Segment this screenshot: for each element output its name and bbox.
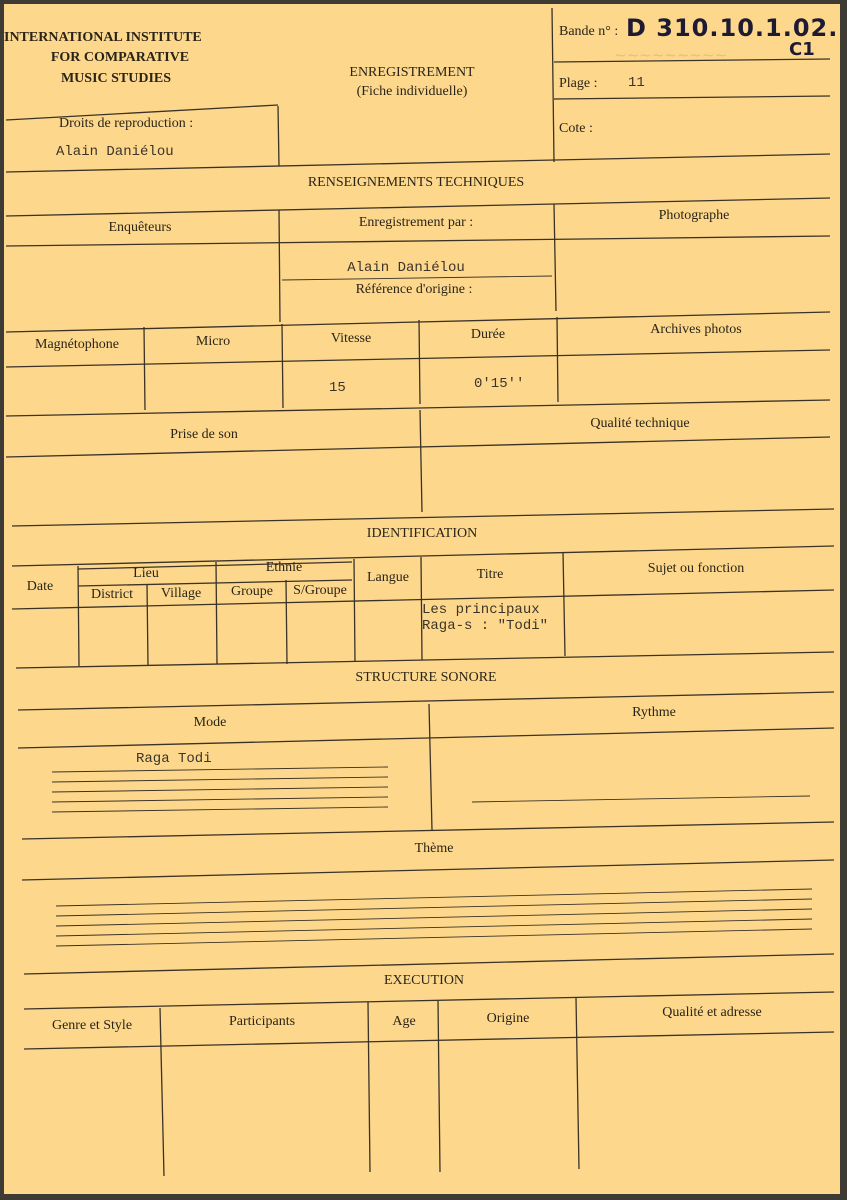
titre-label: Titre [476,567,504,582]
section-execution: EXECUTION [383,973,465,988]
district-label: District [91,587,133,602]
sujet-label: Sujet ou fonction [647,561,745,576]
duree-label: Durée [470,327,506,342]
droits-value: Alain Daniélou [56,144,174,160]
form-subtitle: (Fiche individuelle) [356,84,468,99]
date-label: Date [26,579,54,594]
age-label: Age [392,1014,416,1029]
enqueteurs-label: Enquêteurs [108,220,172,235]
langue-label: Langue [367,570,409,585]
enregistrement-par-label: Enregistrement par : [358,215,474,230]
qualite-technique-label: Qualité technique [590,416,690,431]
groupe-label: Groupe [231,584,273,599]
plage-value: 11 [628,75,645,91]
section-identification: IDENTIFICATION [366,526,478,541]
institute-line-1: INTERNATIONAL INSTITUTE [4,30,202,45]
photographe-label: Photographe [658,208,730,223]
institute-line-2: FOR COMPARATIVE [50,50,190,65]
mode-value: Raga Todi [136,751,212,767]
vitesse-label: Vitesse [330,331,372,346]
sgroupe-label: S/Groupe [293,583,347,598]
theme-label: Thème [414,841,454,856]
qualite-adresse-label: Qualité et adresse [662,1005,762,1020]
section-structure: STRUCTURE SONORE [355,670,497,685]
origine-label: Origine [486,1011,530,1026]
bande-pencil-note: ~~~~~~~~~ [614,46,728,64]
titre-value-line-1: Les principaux [422,602,540,618]
section-technique: RENSEIGNEMENTS TECHNIQUES [307,175,525,190]
archives-photos-label: Archives photos [650,322,742,337]
bande-suffix: C1 [789,39,815,60]
mode-label: Mode [193,715,227,730]
form-title: ENREGISTREMENT [349,65,475,80]
prise-de-son-label: Prise de son [170,427,238,442]
bande-label: Bande n° : [559,24,619,39]
titre-value-line-2: Raga-s : "Todi" [422,618,549,634]
index-card [4,4,840,1194]
droits-label: Droits de reproduction : [59,116,194,131]
micro-label: Micro [195,334,231,349]
village-label: Village [160,586,202,601]
participants-label: Participants [228,1014,296,1029]
plage-label: Plage : [559,76,598,91]
enregistrement-par-value: Alain Daniélou [347,260,465,276]
bande-value: D 310.10.1.02. [626,14,839,42]
institute-line-3: MUSIC STUDIES [60,71,172,86]
duree-value: 0'15'' [474,376,525,392]
vitesse-value: 15 [329,380,346,396]
magnetophone-label: Magnétophone [35,337,119,352]
cote-label: Cote : [559,121,593,136]
lieu-label: Lieu [133,566,159,581]
genre-label: Genre et Style [51,1018,133,1033]
reference-label: Référence d'origine : [355,282,473,297]
rythme-label: Rythme [632,705,676,720]
ethnie-label: Ethnie [265,560,303,575]
